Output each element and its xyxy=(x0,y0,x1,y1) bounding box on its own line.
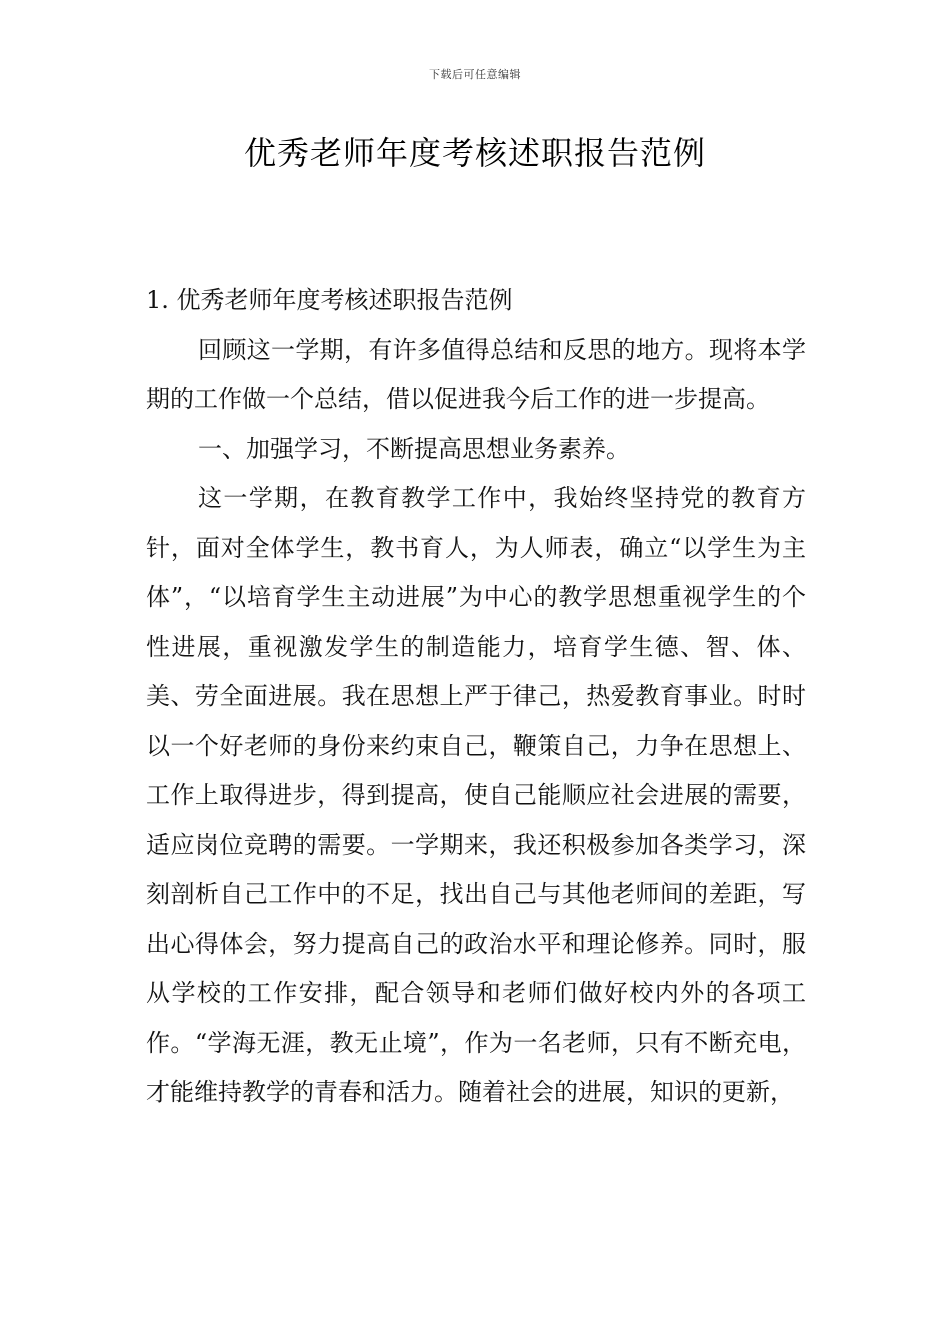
document-title: 优秀老师年度考核述职报告范例 xyxy=(243,134,706,172)
paragraph-body: 这一学期，在教育教学工作中，我始终坚持党的教育方针，面对全体学生，教书育人，为人师表，确立“以学生为主体”，“以培育学生主动进展”为中心的教学思想重视学生的个性进展，重视激发学生的制造能力，培育学生德、智、体、美、劳全面进展。我在思想上严于律己，热爱教育事业。时时以一个好老师的身份来约束自己，鞭策自己，力争在思想上、工作上取得进步，得到提高，使自己能顺应社会进展的需要，适应岗位竞聘的需要。一学期来，我还积极参加各类学习，深刻剖析自己工作中的不足，找出自己与其他老师间的差距，写出心得体会，努力提高自己的政治水平和理论修养。同时，服从学校的工作安排，配合领导和老师们做好校内外的各项工作。“学海无涯，教无止境”，作为一名老师，只有不断充电，才能维持教学的青春和活力。随着社会的进展，知识的更新， xyxy=(146,484,806,1106)
paragraph-subheading: 一、加强学习，不断提高思想业务素养。 xyxy=(198,434,630,463)
section-heading: 1. 优秀老师年度考核述职报告范例 xyxy=(146,286,513,314)
header-note: 下载后可任意编辑 xyxy=(429,68,521,81)
paragraph-intro: 回顾这一学期，有许多值得总结和反思的地方。现将本学期的工作做一个总结，借以促进我今后工作的进一步提高。 xyxy=(146,335,806,413)
document-body xyxy=(146,276,806,1118)
